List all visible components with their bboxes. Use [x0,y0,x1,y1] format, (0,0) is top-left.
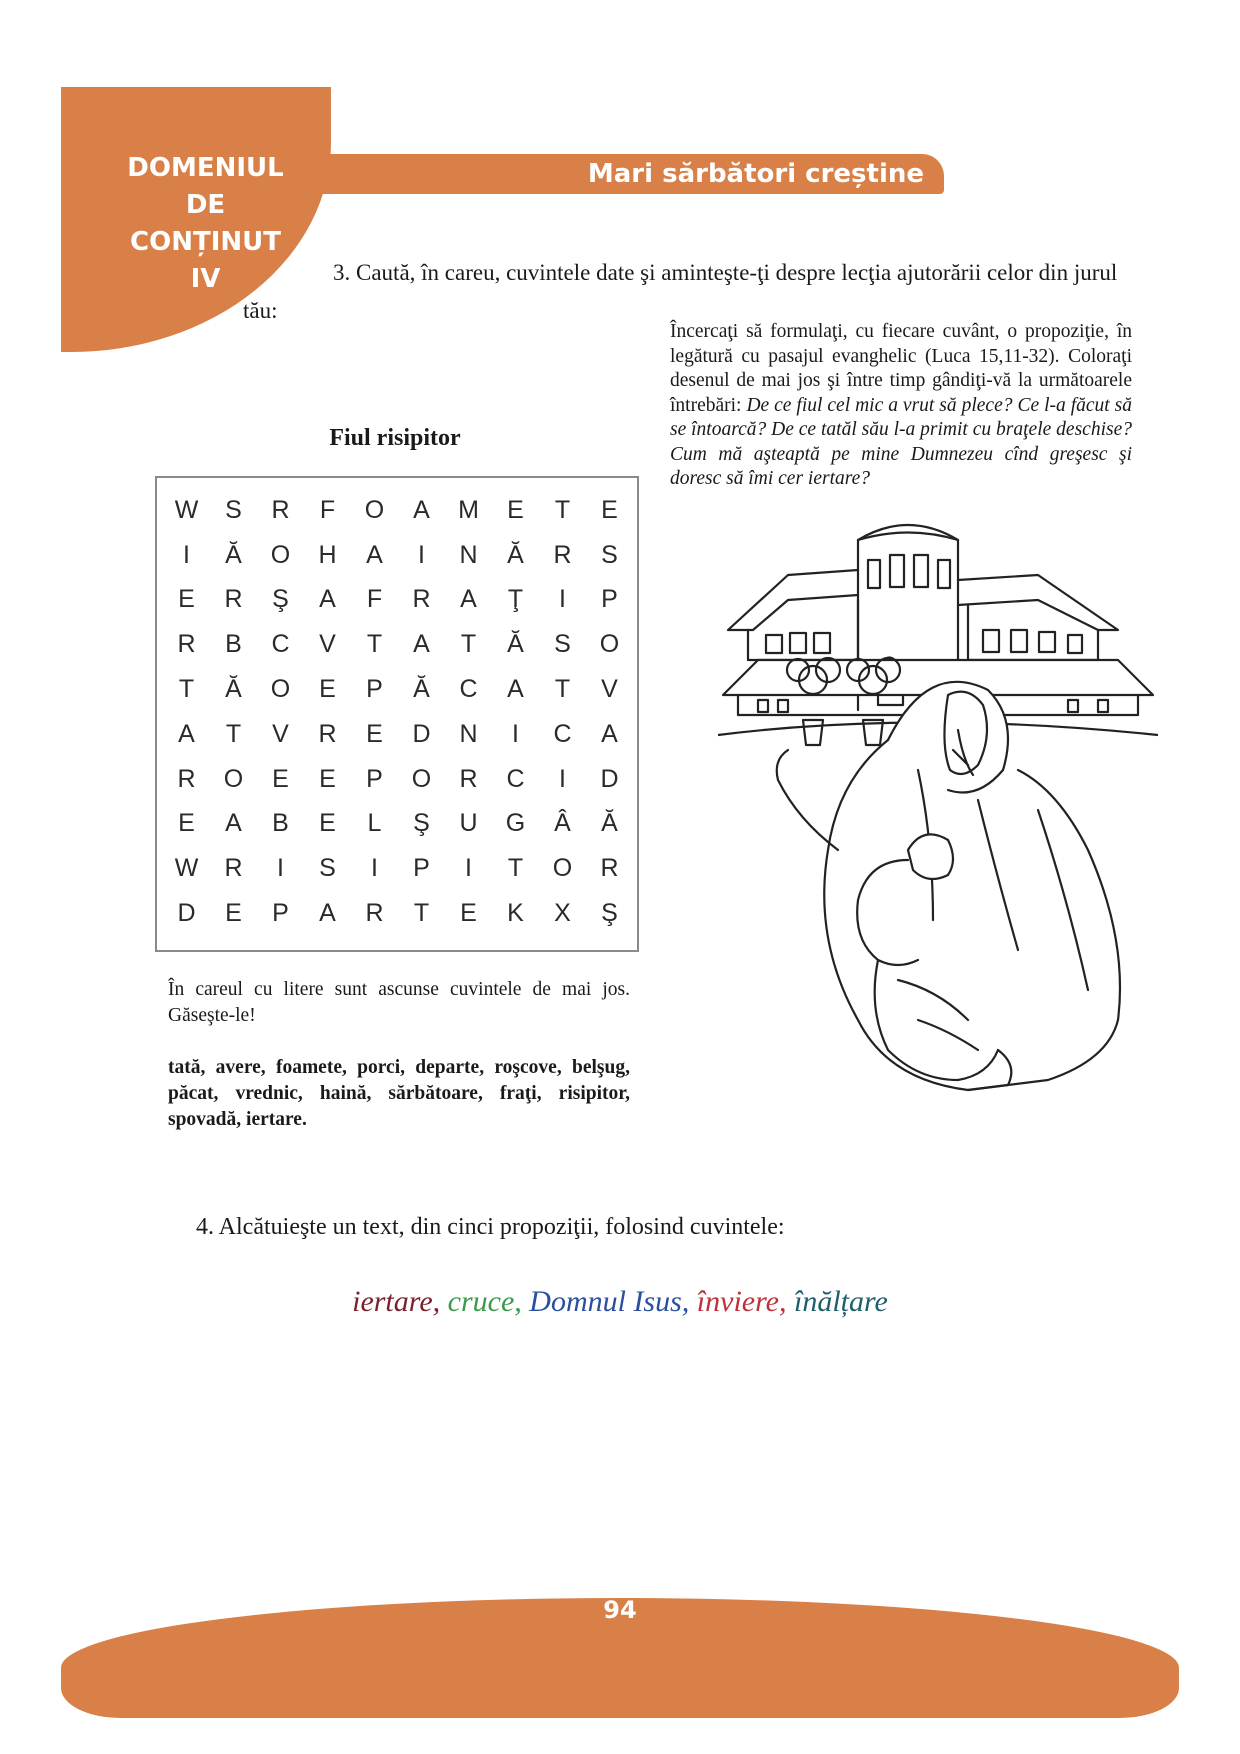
grid-cell: R [224,585,243,614]
grid-cell: F [366,585,383,614]
grid-cell: C [459,675,478,704]
page-number: 94 [603,1596,637,1624]
grid-cell: R [459,764,478,793]
grid-cell: W [174,495,199,524]
grid-cell: I [277,854,284,883]
grid-cell: T [413,899,430,928]
grid-cell: B [225,630,242,659]
grid-cell: O [552,854,573,883]
grid-cell: C [553,719,572,748]
grid-cell: H [318,540,337,569]
grid-cell: S [554,630,571,659]
grid-cell: D [177,899,196,928]
grid-cell: I [465,854,472,883]
grid-cell: I [418,540,425,569]
grid-cell: T [178,675,195,704]
grid-cell: A [319,899,336,928]
domain-line: DOMENIUL [127,153,284,183]
grid-cell: B [272,809,289,838]
grid-cell: Ă [225,675,242,704]
colored-word: iertare, [352,1285,441,1318]
grid-cell: X [554,899,571,928]
colored-words [0,1285,1240,1319]
puzzle-word-list: tată, avere, foamete, porci, departe, roşcove, belşug, păcat, vrednic, haină, sărbătoare, fraţi, risipitor, spovadă, iertare. [168,1057,630,1130]
grid-cell: O [270,540,291,569]
grid-cell: R [600,854,619,883]
grid-cell: T [460,630,477,659]
side-note-questions: De ce fiul cel mic a vrut să plece? Ce l-a făcut să se întoarcă? De ce tatăl său l-a primit cu braţele deschise? Cum mă aşteaptă pe mine Dumnezeu cînd greşesc şi doresc să îmi cer iertare? [670,394,1133,489]
grid-cell: Â [554,809,571,838]
grid-cell: I [512,719,519,748]
grid-cell: E [366,719,383,748]
puzzle-instruction: În careul cu litere sunt ascunse cuvintele de mai jos. Găseşte-le! [168,979,630,1026]
grid-cell: S [225,495,242,524]
grid-cell: G [505,809,526,838]
colored-word: cruce, [447,1285,522,1318]
grid-cell: R [365,899,384,928]
grid-cell: R [412,585,431,614]
grid-cell: V [319,630,336,659]
task-4-text: 4. Alcătuieşte un text, din cinci propoziţii, folosind cuvintele: [196,1214,785,1240]
grid-cell: O [223,764,244,793]
grid-cell: A [413,495,430,524]
grid-cell: I [559,585,566,614]
grid-cell: A [319,585,336,614]
grid-cell: Ă [413,675,430,704]
grid-cell: A [601,719,618,748]
grid-cell: V [272,719,289,748]
grid-cell: R [318,719,337,748]
grid-cell: W [174,854,199,883]
grid-cell: R [177,764,196,793]
grid-cell: A [460,585,477,614]
grid-cell: E [225,899,242,928]
grid-cell: E [272,764,289,793]
grid-cell: E [319,764,336,793]
grid-cell: N [459,540,478,569]
grid-cell: O [364,495,385,524]
grid-cell: T [507,854,524,883]
domain-line: IV [190,264,221,294]
grid-cell: P [601,585,618,614]
grid-cell: E [319,809,336,838]
grid-cell: A [178,719,195,748]
grid-cell: D [600,764,619,793]
grid-cell: C [506,764,525,793]
grid-cell: M [458,495,479,524]
puzzle-title: Fiul risipitor [329,425,461,451]
grid-cell: R [177,630,196,659]
side-note-plain: Încercaţi să formulaţi, cu fiecare cuvânt, o propoziţie, în legătură cu pasajul evanghelic (Luca 15,11-32). Coloraţi desenul de mai jos şi între timp gândiţi-vă la următoarele întrebări: [670,321,1132,416]
grid-cell: I [183,540,190,569]
colored-word: înălțare [793,1285,888,1318]
grid-cell: T [554,495,571,524]
side-note [670,320,1132,492]
grid-cell: A [413,630,430,659]
grid-cell: C [271,630,290,659]
grid-cell: Ă [507,630,524,659]
grid-cell: T [366,630,383,659]
grid-cell: Ş [601,899,618,928]
grid-cell: I [559,764,566,793]
grid-cell: E [507,495,524,524]
grid-cell: O [270,675,291,704]
prodigal-son-drawing-icon [718,520,1158,1120]
section-title-bar [290,154,944,194]
grid-cell: K [507,899,524,928]
word-search-grid [155,476,639,952]
grid-cell: P [272,899,289,928]
grid-cell: P [366,764,383,793]
grid-cell: U [459,809,478,838]
grid-cell: I [371,854,378,883]
grid-cell: D [412,719,431,748]
grid-cell: E [460,899,477,928]
grid-cell: Ă [507,540,524,569]
grid-cell: F [319,495,336,524]
grid-cell: Ş [413,809,430,838]
grid-cell: E [601,495,618,524]
grid-cell: V [601,675,618,704]
grid-cell: Ă [601,809,618,838]
grid-cell: T [225,719,242,748]
domain-line: DE [185,190,226,220]
grid-cell: T [554,675,571,704]
grid-cell: A [366,540,383,569]
grid-cell: Ş [272,585,289,614]
grid-cell: A [225,809,242,838]
grid-cell: N [459,719,478,748]
grid-cell: A [507,675,524,704]
section-title: Mari sărbători creștine [587,159,924,189]
grid-cell: R [224,854,243,883]
grid-cell: Ţ [507,585,524,614]
grid-cell: P [366,675,383,704]
grid-cell: S [319,854,336,883]
grid-cell: L [367,809,382,838]
grid-cell: S [601,540,618,569]
colored-word: Domnul Isus, [529,1285,690,1318]
grid-cell: E [178,809,195,838]
grid-cell: Ă [225,540,242,569]
grid-cell: O [599,630,620,659]
grid-cell: E [178,585,195,614]
colored-word: înviere, [696,1285,787,1318]
grid-cell: R [553,540,572,569]
domain-line: CONȚINUT [130,227,281,257]
grid-cell: R [271,495,290,524]
grid-cell: O [411,764,432,793]
task-3-text: 3. Caută, în careu, cuvintele date şi aminteşte-ţi despre lecţia ajutorării celor din jurul tău: [243,260,1118,323]
grid-cell: E [319,675,336,704]
grid-cell: P [413,854,430,883]
